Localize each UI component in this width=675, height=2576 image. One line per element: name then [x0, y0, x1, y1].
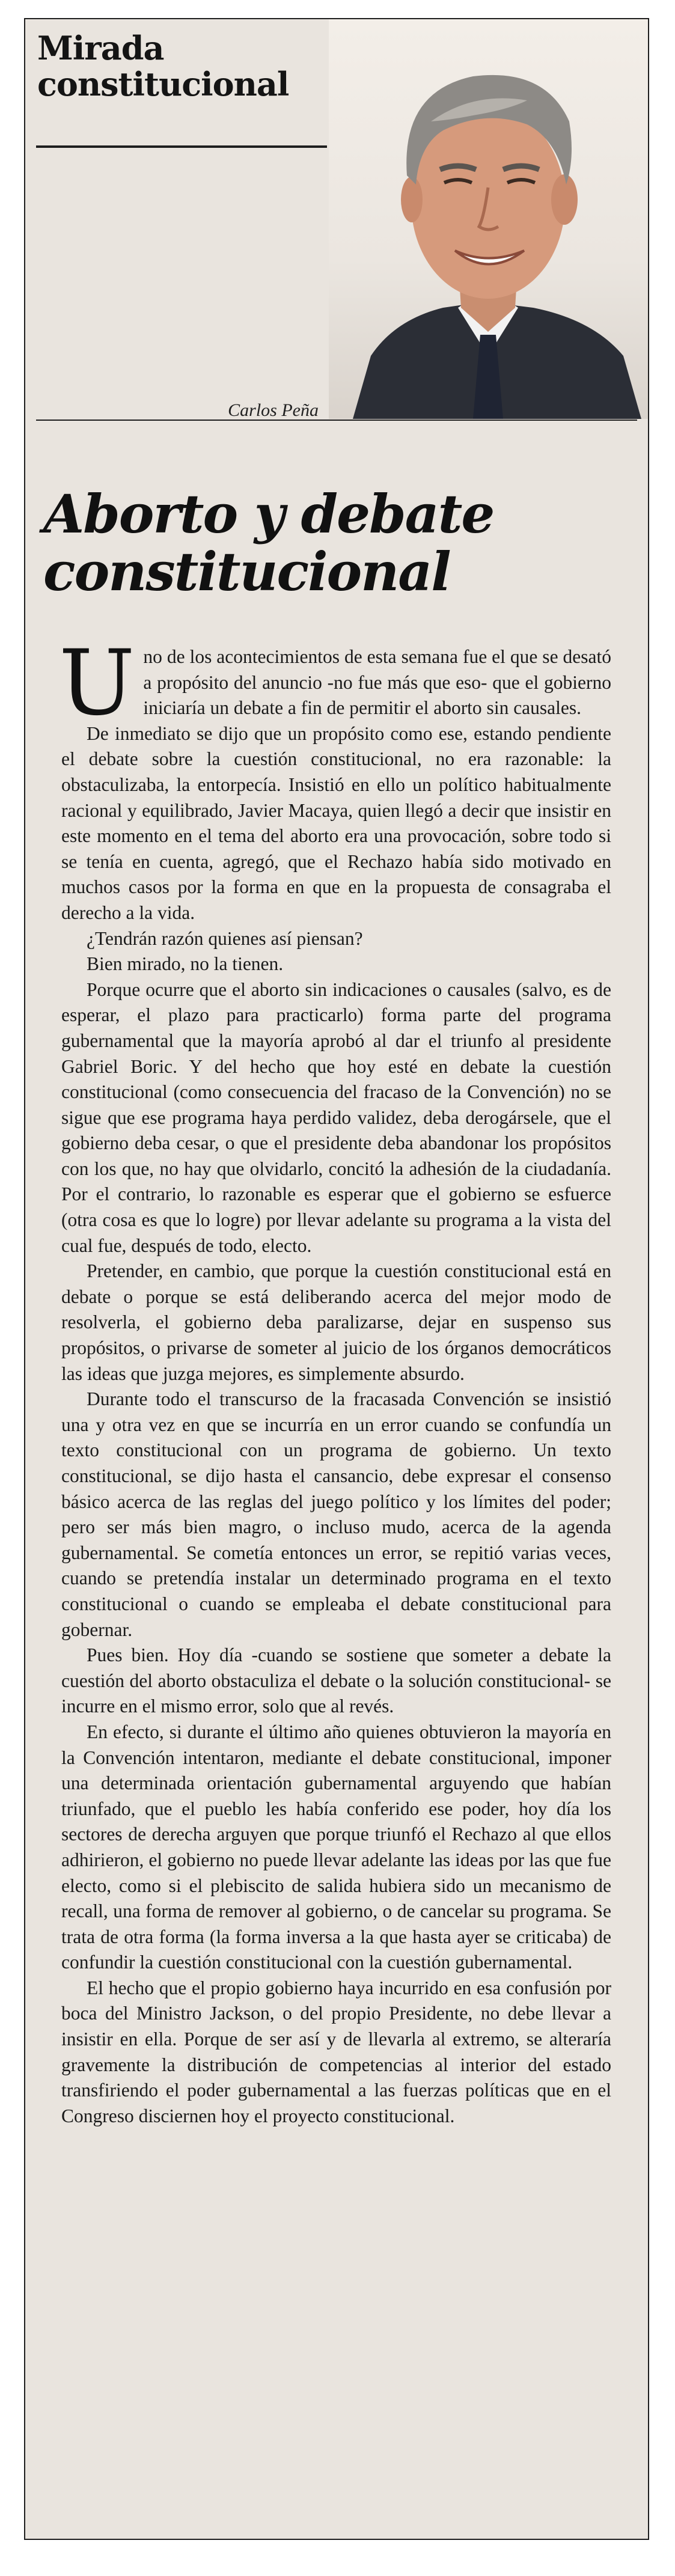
opinion-column: [24, 18, 649, 2540]
author-byline: Carlos Peña: [228, 400, 319, 420]
body-paragraph: El hecho que el propio gobierno haya incurrido en esa confusión por boca del Ministro Jackson, o del propio Presidente, no debe llevar a insistir en ella. Porque de ser así y de llevarla al extremo, se alteraría gravemente la distribución de competencias al interior del estado transfiriendo el poder gubernamental a las fuerzas políticas que en el Congreso disciernen hoy el proyecto constitucional.: [61, 1977, 611, 2126]
section-label-rule: [36, 145, 327, 148]
body-paragraph: Pretender, en cambio, que porque la cuestión constitucional está en debate o porque se está deliberando acerca del mejor modo de resolverla, el gobierno deba paralizarse, dejar en suspenso sus propósitos, o privarse de someter al juicio de los órganos democráticos las ideas que juzga mejores, es simplemente absurdo.: [61, 1260, 611, 1384]
body-paragraph: ¿Tendrán razón quienes así piensan?: [87, 927, 363, 949]
body-paragraph: En efecto, si durante el último año quienes obtuvieron la mayoría en la Convención intentaron, mediante el debate constitucional, imponer una determinada orientación gubernamental arguyendo que habían triunfado, que el pueblo les había conferido ese poder, hoy día los sectores de derecha arguyen que porque triunfó el Rechazo al que ellos adhirieron, el gobierno no puede llevar adelante las ideas por las que fue electo, como si el plebiscito de salida hubiera sido un mecanismo de recall, una forma de remover al gobierno, o de cancelar su programa. Se trata de otra forma (la forma inversa a la que hasta ayer se criticaba) de confundir la cuestión constitucional con la cuestión gubernamental.: [61, 1721, 611, 1973]
author-portrait-illustration: [329, 19, 648, 419]
body-paragraph: Pues bien. Hoy día -cuando se sostiene que someter a debate la cuestión del aborto obstaculiza el debate o la solución constitucional- se incurre en el mismo error, solo que al revés.: [61, 1644, 611, 1717]
body-paragraph: De inmediato se dijo que un propósito como ese, estando pendiente el debate sobre la cuestión constitucional, no era razonable: la obstaculizaba, la entorpecía. Insistió en ello un político habitualmente racional y equilibrado, Javier Macaya, quien llegó a decir que insistir en este momento en el tema del aborto era una provocación, sobre todo si se tenía en cuenta, agregó, que el Rechazo había sido motivado en muchos casos por la forma en que en la propuesta de consagraba el derecho a la vida.: [61, 722, 611, 923]
column-header: [25, 19, 648, 461]
body-paragraph: Durante todo el transcurso de la fracasada Convención se insistió una y otra vez en que se incurría en un error cuando se confundía un texto constitucional con un programa de gobierno. Un texto constitucional, se dijo hasta el cansancio, debe expresar el consenso básico acerca de las reglas del juego político y los límites del poder; pero ser más bien magro, o incluso mudo, acerca de la agenda gubernamental. Se cometía entonces un error, se repitió varias veces, cuando se pretendía instalar un determinado programa en el texto constitucional o cuando se empleaba el debate constitucional para gobernar.: [61, 1388, 611, 1640]
body-paragraph: Bien mirado, no la tienen.: [87, 953, 284, 975]
section-label: Mirada constitucional: [37, 29, 289, 103]
article-body: [59, 631, 611, 2129]
article-headline: Aborto y debate constitucional: [43, 483, 494, 603]
byline-rule: [36, 420, 637, 421]
body-paragraph: Porque ocurre que el aborto sin indicaciones o causales (salvo, es de esperar, el plazo para practicarlo) forma parte del programa gubernamental que la mayoría aprobó al dar el triunfo al presidente Gabriel Boric. Y del hecho que hoy esté en debate la cuestión constitucional (como consecuencia del fracaso de la Convención) no se sigue que ese programa haya perdido validez, deba derogársele, que el gobierno deba cesar, o que el presidente deba abandonar los propósitos con los que, no hay que olvidarlo, concitó la adhesión de la ciudadanía. Por el contrario, lo razonable es esperar que el gobierno se esfuerce (otra cosa es que lo logre) por llevar adelante su programa a la vista del cual fue, después de todo, electo.: [61, 978, 611, 1256]
drop-cap: U: [59, 631, 135, 736]
paragraph-text: no de los acontecimientos de esta semana fue el que se desató a propósito del anuncio -no fue más que eso- que el gobierno iniciaría un debate a fin de permitir el aborto sin causales.: [143, 646, 611, 719]
body-paragraph: [59, 631, 611, 736]
author-photo: [329, 19, 648, 419]
